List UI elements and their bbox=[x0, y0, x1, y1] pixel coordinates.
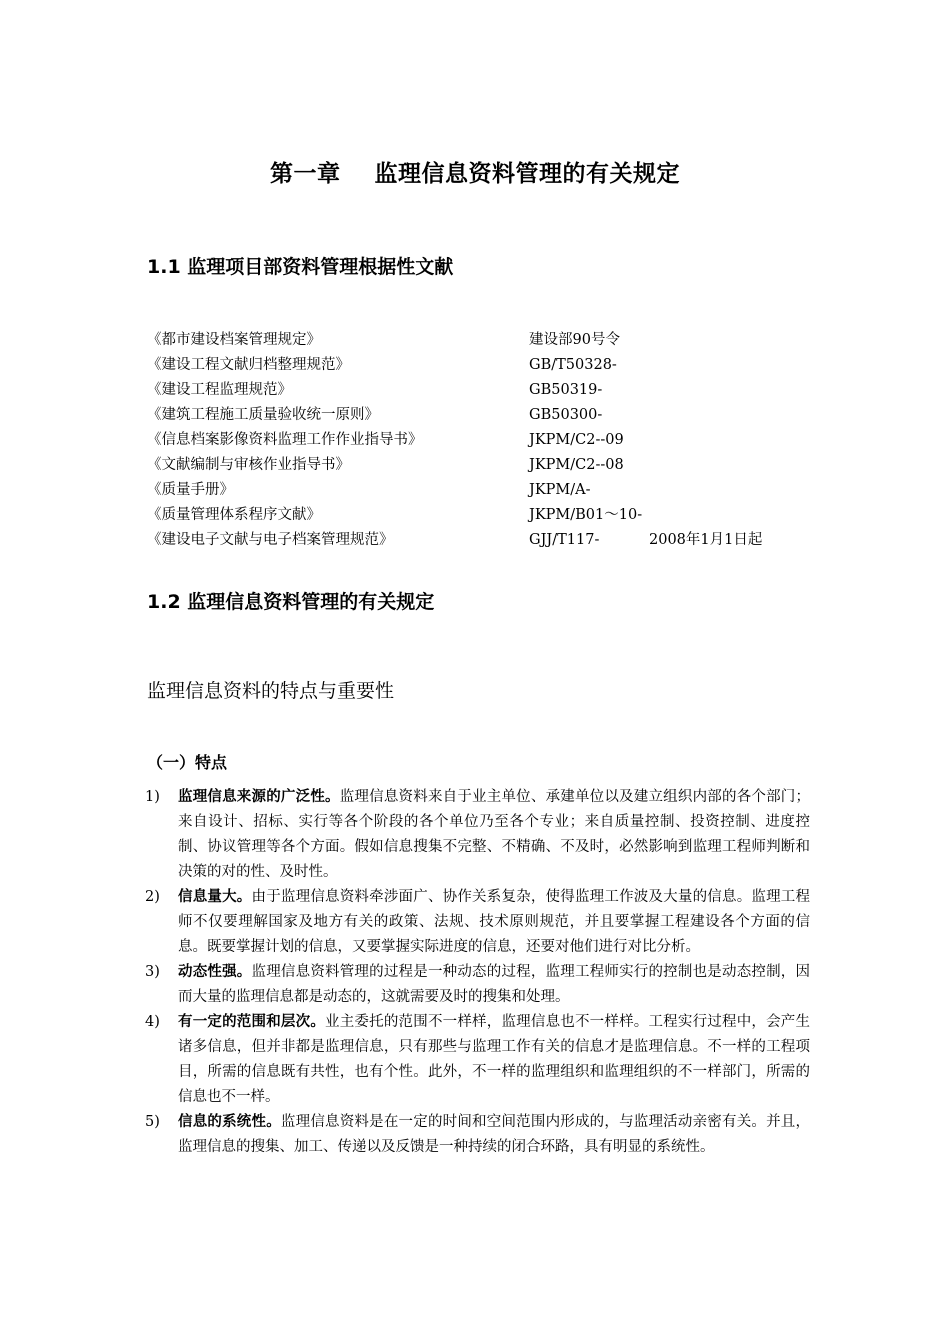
item-number: 3) bbox=[145, 964, 160, 980]
reference-title: 《建设电子文献与电子档案管理规范》 bbox=[147, 532, 394, 548]
reference-code: 建设部90号令 bbox=[529, 332, 620, 348]
reference-title: 《文献编制与审核作业指导书》 bbox=[147, 457, 350, 473]
item-text: 监理信息资料管理的过程是一种动态的过程，监理工程师实行的控制也是动态控制，因而大量的监理信息都是动态的，这就需要及时的搜集和处理。 bbox=[178, 964, 811, 1005]
reference-row bbox=[147, 503, 827, 528]
reference-list bbox=[147, 328, 827, 553]
reference-row bbox=[147, 403, 827, 428]
reference-row bbox=[147, 478, 827, 503]
chapter-title: 第一章 监理信息资料管理的有关规定 bbox=[269, 160, 681, 187]
list-item bbox=[145, 885, 810, 960]
list-item bbox=[145, 1110, 810, 1160]
reference-title: 《建设工程监理规范》 bbox=[147, 382, 292, 398]
reference-title: 《质量手册》 bbox=[147, 482, 234, 498]
item-text: 监理信息资料是在一定的时间和空间范围内形成的，与监理活动亲密有关。并且，监理信息的搜集、加工、传递以及反馈是一种持续的闭合环路，具有明显的系统性。 bbox=[178, 1114, 811, 1155]
item-lead: 动态性强。 bbox=[178, 964, 252, 980]
reference-row bbox=[147, 328, 827, 353]
reference-code: GB50300- bbox=[529, 407, 603, 423]
reference-effective-date: 2008年1月1日起 bbox=[649, 532, 763, 548]
item-number: 2) bbox=[145, 889, 160, 905]
reference-title: 《都市建设档案管理规定》 bbox=[147, 332, 321, 348]
subsection-heading: 监理信息资料的特点与重要性 bbox=[147, 680, 395, 702]
item-text: 由于监理信息资料牵涉面广、协作关系复杂，使得监理工作波及大量的信息。监理工程师不仅要理解国家及地方有关的政策、法规、技术原则规范，并且要掌握工程建设各个方面的信息。既要掌握计划的信息，又要掌握实际进度的信息，还要对他们进行对比分析。 bbox=[178, 889, 811, 955]
characteristics-list bbox=[145, 785, 810, 1160]
section-1-1-heading: 1.1 监理项目部资料管理根据性文献 bbox=[147, 256, 454, 278]
list-item bbox=[145, 785, 810, 885]
reference-title: 《建设工程文献归档整理规范》 bbox=[147, 357, 350, 373]
reference-title: 《质量管理体系程序文献》 bbox=[147, 507, 321, 523]
reference-row bbox=[147, 378, 827, 403]
reference-row bbox=[147, 453, 827, 478]
reference-code: GB/T50328- bbox=[529, 357, 617, 373]
item-number: 1) bbox=[145, 789, 160, 805]
reference-row bbox=[147, 353, 827, 378]
item-number: 4) bbox=[145, 1014, 160, 1030]
reference-title: 《信息档案影像资料监理工作作业指导书》 bbox=[147, 432, 423, 448]
item-lead: 有一定的范围和层次。 bbox=[178, 1014, 326, 1030]
reference-code: JKPM/A- bbox=[529, 482, 591, 498]
reference-code: JKPM/C2--09 bbox=[529, 432, 624, 448]
reference-code: GJJ/T117- bbox=[529, 532, 600, 548]
item-number: 5) bbox=[145, 1114, 160, 1130]
part-heading: （一）特点 bbox=[147, 753, 228, 772]
list-item bbox=[145, 960, 810, 1010]
item-lead: 监理信息来源的广泛性。 bbox=[178, 789, 340, 805]
item-lead: 信息量大。 bbox=[178, 889, 252, 905]
list-item bbox=[145, 1010, 810, 1110]
reference-row bbox=[147, 428, 827, 453]
reference-code: JKPM/C2--08 bbox=[529, 457, 624, 473]
item-text: 业主委托的范围不一样样，监理信息也不一样样。工程实行过程中，会产生诸多信息，但并非都是监理信息，只有那些与监理工作有关的信息才是监理信息。不一样的工程项目，所需的信息既有共性，也有个性。此外，不一样的监理组织和监理组织的不一样部门，所需的信息也不一样。 bbox=[178, 1014, 811, 1105]
reference-code: GB50319- bbox=[529, 382, 603, 398]
reference-code: JKPM/B01～10- bbox=[529, 507, 643, 523]
reference-row bbox=[147, 528, 827, 553]
section-1-2-heading: 1.2 监理信息资料管理的有关规定 bbox=[147, 591, 435, 613]
reference-title: 《建筑工程施工质量验收统一原则》 bbox=[147, 407, 379, 423]
item-text: 监理信息资料来自于业主单位、承建单位以及建立组织内部的各个部门；来自设计、招标、实行等各个阶段的各个单位乃至各个专业；来自质量控制、投资控制、进度控制、协议管理等各个方面。假如信息搜集不完整、不精确、不及时，必然影响到监理工程师判断和决策的对的性、及时性。 bbox=[178, 789, 811, 880]
item-lead: 信息的系统性。 bbox=[178, 1114, 281, 1130]
